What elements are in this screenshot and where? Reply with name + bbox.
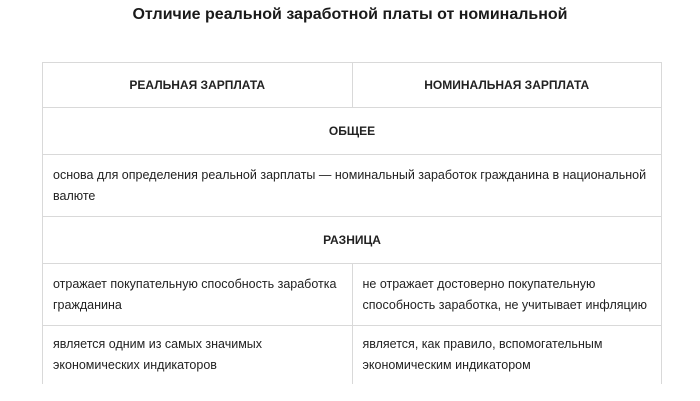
nominal-cell: является, как правило, вспомогательным экономическим индикатором xyxy=(352,326,662,385)
section-label-common: ОБЩЕЕ xyxy=(43,108,662,155)
table-header-row xyxy=(43,63,662,108)
table-row xyxy=(43,326,662,385)
section-row-difference xyxy=(43,217,662,264)
nominal-cell: не отражает достоверно покупательную способность заработка, не учитывает инфляцию xyxy=(352,264,662,326)
header-real-salary: РЕАЛЬНАЯ ЗАРПЛАТА xyxy=(43,63,353,108)
comparison-table xyxy=(42,62,662,384)
real-cell: является одним из самых значимых экономических индикаторов xyxy=(43,326,353,385)
real-cell: отражает покупательную способность заработка гражданина xyxy=(43,264,353,326)
page-title: Отличие реальной заработной платы от номинальной xyxy=(132,6,568,23)
table-row xyxy=(43,264,662,326)
common-text-cell: основа для определения реальной зарплаты — номинальный заработок гражданина в национальной валюте xyxy=(43,155,662,217)
section-row-common xyxy=(43,108,662,155)
table-row xyxy=(43,155,662,217)
section-label-difference: РАЗНИЦА xyxy=(43,217,662,264)
header-nominal-salary: НОМИНАЛЬНАЯ ЗАРПЛАТА xyxy=(352,63,662,108)
